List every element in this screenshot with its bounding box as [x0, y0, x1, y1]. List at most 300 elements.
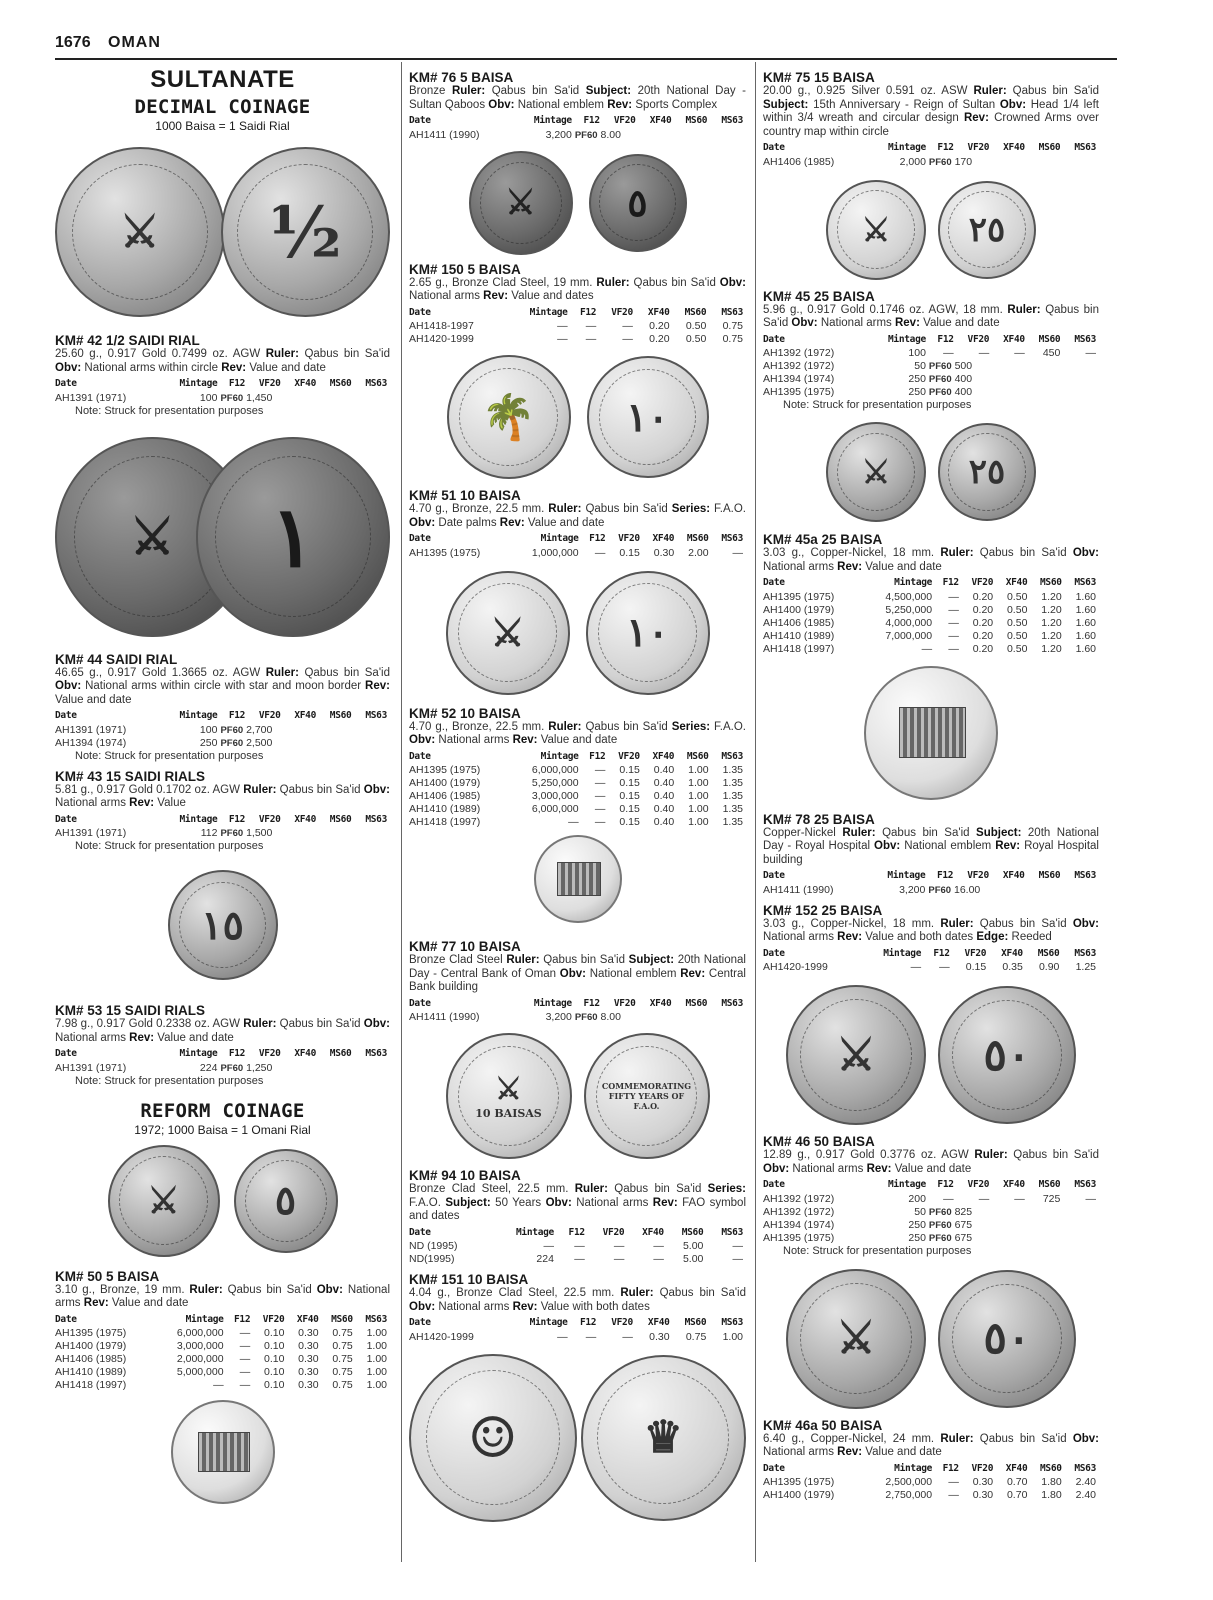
table-cell: AH1410 (1989): [409, 803, 481, 815]
table-cell: 0.20: [972, 603, 994, 616]
coin-obverse: [447, 355, 571, 479]
table-cell: 0.40: [653, 790, 675, 802]
table-cell: 5,000,000: [176, 1366, 224, 1378]
table-cell: —: [574, 1253, 585, 1265]
table-cell: —: [732, 1240, 743, 1252]
coin-obverse: [55, 147, 225, 317]
coin-reverse: [587, 356, 709, 478]
table-cell: 1.00: [366, 1379, 387, 1391]
coin-reverse: [586, 571, 710, 695]
emblem-icon: ⚔: [836, 1313, 876, 1364]
table-cell: —: [574, 1240, 585, 1252]
coin-image-km42: [55, 139, 390, 325]
table-row: [763, 1489, 1099, 1502]
mintage-table: Date Mintage F12 VF20 XF40 MS60 MS63 AH1411 (1990) 3,200 PF60 16.00: [763, 869, 1099, 897]
coin-obverse: [826, 180, 926, 280]
table-cell: AH1418 (1997): [763, 642, 835, 655]
table-row: AH1411 (1990) 3,200 PF60 8.00: [409, 128, 621, 141]
column-2: [409, 70, 746, 1524]
table-row: AH1391 (1971) 100 PF60 1,450: [55, 391, 273, 404]
entry-km45: KM# 45 25 BAISA 5.96 g., 0.917 Gold 0.1746 oz. AGW, 18 mm. Ruler: Qabus bin Sa'id Obv: National arms Rev: Value and date Date Mintage F12 VF20 XF40 MS60 MS63 AH1392 (1972) 100 — — — 450 — AH1392 (1972) 50 PF60 500 AH1394 (1974) 250 PF60 400 AH1395 (1975) 250 PF60 400 Note: Struck for presentation purposes: [763, 288, 1099, 411]
entry-title: KM# 77 10 BAISA: [409, 939, 521, 954]
table-cell: 1.00: [366, 1340, 387, 1352]
note: Note: Struck for presentation purposes: [75, 1074, 264, 1087]
table-cell: 1.20: [1041, 603, 1062, 616]
table-row: [409, 1240, 746, 1253]
entry-km46a: KM# 46a 50 BAISA 6.40 g., Copper-Nickel, 24 mm. Ruler: Qabus bin Sa'id Obv: National arms Rev: Value and date Date Mintage F12 VF20 XF40 MS60 MS63 AH1395 (1975) 2,500,000 — 0.30 0.70 1.80 2.40 AH1400 (1979) 2,750,000 — 0.30 0.70 1.80 2.40: [763, 1417, 1100, 1501]
coin-image-km43: [55, 865, 390, 985]
table-row: AH1411 (1990) 3,200 PF60 16.00: [763, 883, 981, 896]
table-row: AH1391 (1971) 112 PF60 1,500: [55, 827, 273, 839]
table-row: [409, 816, 746, 829]
table-cell: —: [239, 1327, 251, 1339]
table-cell: 0.30: [298, 1353, 319, 1365]
column-3: [763, 70, 1099, 1502]
coin-obverse: [786, 985, 926, 1125]
table-cell: —: [239, 1366, 251, 1378]
table-cell: 1.60: [1075, 616, 1096, 629]
table-cell: 0.90: [1038, 961, 1060, 973]
table-row: [763, 961, 1099, 974]
coin-obverse: [446, 571, 570, 695]
table-cell: 0.35: [1002, 961, 1023, 973]
table-cell: 0.30: [298, 1327, 319, 1339]
table-cell: 1.00: [722, 1330, 743, 1343]
emblem-icon: ⚔: [836, 1029, 876, 1081]
table-row: [409, 547, 746, 560]
decimal-ratio: 1000 Baisa = 1 Saidi Rial: [155, 119, 290, 133]
table-row: [409, 764, 746, 777]
emblem-icon: ⚔: [147, 1179, 180, 1222]
table-cell: 1.20: [1041, 642, 1062, 655]
table-cell: —: [594, 777, 606, 789]
entry-km44: KM# 44 SAIDI RIAL 46.65 g., 0.917 Gold 1.3665 oz. AGW Ruler: Qabus bin Sa'id Obv: National arms within circle with star and moon border Rev: Value and date Date Mintage F12 VF20 XF40 MS60 MS63 AH1391 (1971) 100 PF60 2,700 AH1394 (1974) 250 PF60 2,500 Note: Struck for presentation purposes: [55, 651, 390, 762]
table-cell: —: [239, 1353, 251, 1365]
table-cell: —: [622, 1330, 633, 1343]
table-cell: 0.30: [298, 1379, 319, 1391]
table-cell: 0.50: [1006, 590, 1028, 603]
entry-title: KM# 45 25 BAISA: [763, 288, 875, 304]
coin-reverse: [589, 154, 687, 252]
coin-reverse: [171, 1400, 275, 1504]
portrait-icon: ☺: [467, 1404, 518, 1471]
emblem-icon: ⚔: [490, 610, 525, 655]
table-cell: 0.70: [1006, 1476, 1028, 1488]
entry-title: KM# 45a 25 BAISA: [763, 532, 883, 547]
coin-reverse: [938, 1270, 1076, 1408]
coin-image-km76: [409, 150, 746, 256]
table-cell: 0.75: [332, 1327, 353, 1339]
coin-obverse: [786, 1269, 926, 1409]
coin-image-km45: [763, 179, 1099, 281]
table-cell: 4,000,000: [885, 616, 933, 629]
coin-obverse: [446, 1033, 572, 1159]
reform-ratio: 1972; 1000 Baisa = 1 Omani Rial: [134, 1122, 311, 1137]
palm-tree-icon: 🌴: [481, 392, 536, 443]
table-row: [409, 790, 746, 803]
entry-km50: KM# 50 5 BAISA 3.10 g., Bronze, 19 mm. Ruler: Qabus bin Sa'id Obv: National arms Rev: Value and date Date Mintage F12 VF20 XF40 MS60 MS63 AH1395 (1975) 6,000,000 — 0.10 0.30 0.75 1.00 AH1400 (1979) 3,000,000 — 0.10 0.30 0.75 1.00 AH1406 (1985) 2,000,000 — 0.10 0.30 0.75 1.00 AH1410 (1989) 5,000,000 — 0.10 0.30 0.75 1.00 AH1418 (1997) — — 0.10 0.30 0.75 1.00: [55, 1268, 391, 1391]
table-cell: 0.20: [972, 642, 994, 655]
coin-reverse: [581, 1355, 747, 1521]
table-cell: 224: [536, 1253, 554, 1265]
table-cell: —: [585, 320, 597, 332]
page-number: 1676: [55, 34, 91, 51]
table-cell: —: [653, 1253, 664, 1265]
table-cell: 0.20: [649, 333, 670, 345]
table-cell: 0.30: [972, 1476, 994, 1488]
table-cell: —: [594, 816, 606, 828]
table-cell: —: [585, 1330, 597, 1343]
table-cell: 1.00: [688, 777, 709, 789]
entry-title: KM# 78 25 BAISA: [763, 811, 875, 827]
table-row: AH1394 (1974) 250 PF60 400: [763, 373, 973, 385]
entry-title: KM# 46a 50 BAISA: [763, 1417, 883, 1433]
entry-km152: KM# 152 25 BAISA 3.03 g., Copper-Nickel, 18 mm. Ruler: Qabus bin Sa'id Obv: National arms Rev: Value and both dates Edge: Reeded Date Mintage F12 VF20 XF40 MS60 MS63 AH1420-1999 — — 0.15 0.35 0.90 1.25: [763, 902, 1100, 973]
mintage-table: Date Mintage F12 VF20 XF40 MS60 MS63 AH1391 (1971) 100 PF60 1,450: [55, 377, 390, 405]
entry-km151: KM# 151 10 BAISA 4.04 g., Bronze Clad Steel, 22.5 mm. Ruler: Qabus bin Sa'id Obv: National arms Rev: Value with both dates Date Mintage F12 VF20 XF40 MS60 MS63 AH1420-1999 — — — 0.30 0.75 1.00: [409, 1272, 746, 1343]
table-cell: —: [939, 961, 950, 973]
mintage-table: Date Mintage F12 VF20 XF40 MS60 MS63 AH1392 (1972) 200 — — — 725 — AH1392 (1972) 50 PF60 825 AH1394 (1974) 250 PF60 675 AH1395 (1975) 250 PF60 675: [763, 1178, 1099, 1245]
table-cell: —: [921, 642, 933, 655]
table-row: [55, 1340, 390, 1353]
section-title-decimal: DECIMAL COINAGE: [134, 96, 311, 118]
coin-reverse: [864, 666, 998, 800]
table-cell: 0.40: [653, 803, 675, 815]
mintage-table: Date Mintage F12 VF20 XF40 MS60 MS63 AH1395 (1975) 6,000,000 — 0.10 0.30 0.75 1.00 AH1400 (1979) 3,000,000 — 0.10 0.30 0.75 1.00 AH1406 (1985) 2,000,000 — 0.10 0.30 0.75 1.00 AH1410 (1989) 5,000,000 — 0.10 0.30 0.75 1.00 AH1418 (1997) — — 0.10 0.30 0.75 1.00: [55, 1313, 390, 1393]
coin-image-km45-2: [763, 420, 1099, 524]
mintage-table: Date Mintage F12 VF20 XF40 MS60 MS63 AH1418-1997 — — — 0.20 0.50 0.75 AH1420-1999 — — — 0.20 0.50 0.75: [409, 306, 746, 347]
table-cell: 5.00: [682, 1253, 704, 1265]
table-cell: —: [613, 1253, 625, 1265]
entry-km45a: KM# 45a 25 BAISA 3.03 g., Copper-Nickel, 18 mm. Ruler: Qabus bin Sa'id Obv: National arms Rev: Value and date Date Mintage F12 VF20 XF40 MS60 MS63 AH1395 (1975) 4,500,000 — 0.20 0.50 1.20 1.60 AH1400 (1979) 5,250,000 — 0.20 0.50 1.20 1.60 AH1406 (1985) 4,000,000 — 0.20 0.50 1.20 1.60 AH1410 (1989) 7,000,000 — 0.20 0.50 1.20 1.60 AH1418 (1997) — — 0.20 0.50 1.20 1.60: [763, 532, 1100, 655]
table-row: AH1392 (1972) 50 PF60 500: [763, 360, 973, 372]
column-divider: [401, 62, 402, 1562]
mintage-table: Date Mintage F12 VF20 XF40 MS60 MS63 AH1391 (1971) 224 PF60 1,250: [55, 1047, 390, 1075]
coin-value-glyph: ٥٠: [983, 1313, 1031, 1364]
table-cell: 1.35: [722, 764, 743, 776]
entry-title: KM# 151 10 BAISA: [409, 1272, 529, 1287]
coin-value-glyph: ½: [268, 190, 342, 274]
table-cell: 4,500,000: [885, 590, 933, 603]
table-cell: 0.15: [619, 546, 640, 559]
table-row: AH1394 (1974) 250 PF60 675: [763, 1218, 973, 1231]
entry-title: KM# 52 10 BAISA: [409, 705, 521, 721]
table-row: AH1392 (1972) 200 — — — 725 —: [763, 1192, 1096, 1205]
table-cell: AH1395 (1975): [763, 1476, 835, 1488]
mintage-table: Date Mintage F12 VF20 XF40 MS60 MS63 AH1392 (1972) 100 — — — 450 — AH1392 (1972) 50 PF60 500 AH1394 (1974) 250 PF60 400 AH1395 (1975) 250 PF60 400: [763, 333, 1099, 400]
coin-value-text: 10 BAISAS: [475, 1107, 542, 1120]
table-cell: 1.00: [688, 816, 709, 828]
table-row: AH1411 (1990) 3,200 PF60 8.00: [409, 1011, 621, 1023]
table-cell: —: [239, 1379, 251, 1391]
note: Note: Struck for presentation purposes: [783, 399, 972, 411]
coin-image-km51: [409, 354, 746, 480]
mintage-table: Date Mintage F12 VF20 XF40 MS60 MS63 AH1411 (1990) 3,200 PF60 8.00: [409, 114, 746, 142]
table-cell: 0.20: [972, 590, 994, 603]
table-cell: —: [653, 1240, 664, 1252]
mintage-table: Date Mintage F12 VF20 XF40 MS60 MS63 AH1395 (1975) 6,000,000 — 0.15 0.40 1.00 1.35 AH1400 (1979) 5,250,000 — 0.15 0.40 1.00 1.35 AH1406 (1985) 3,000,000 — 0.15 0.40 1.00 1.35 AH1410 (1989) 6,000,000 — 0.15 0.40 1.00 1.35 AH1418 (1997) — — 0.15 0.40 1.00 1.35: [409, 750, 746, 830]
table-cell: 1.00: [688, 803, 709, 815]
table-row: [763, 591, 1099, 604]
table-row: [409, 320, 746, 333]
table-cell: —: [585, 333, 597, 345]
table-cell: 2.40: [1075, 1489, 1096, 1501]
table-cell: —: [622, 320, 633, 332]
coin-image-km78: [763, 666, 1099, 806]
coin-value-glyph: ٥٠: [983, 1029, 1031, 1081]
table-cell: 1.80: [1041, 1476, 1062, 1488]
note: Note: Struck for presentation purposes: [783, 1244, 972, 1257]
table-cell: —: [613, 1240, 625, 1252]
table-cell: 1.20: [1041, 590, 1062, 603]
mintage-table: Date Mintage F12 VF20 XF40 MS60 MS63 AH1411 (1990) 3,200 PF60 8.00: [409, 997, 746, 1025]
table-row: [409, 333, 746, 346]
coin-reverse: [234, 1149, 338, 1253]
table-cell: 1.60: [1075, 590, 1096, 603]
table-cell: 1.00: [366, 1353, 387, 1365]
table-row: [409, 803, 746, 816]
coin-image-km46: [763, 1268, 1099, 1410]
table-cell: 1.00: [688, 764, 709, 776]
table-cell: 0.75: [332, 1353, 353, 1365]
table-row: [763, 643, 1099, 656]
coin-reverse: [584, 1033, 710, 1159]
table-row: AH1395 (1975) 250 PF60 675: [763, 1231, 973, 1244]
table-cell: 1.35: [722, 777, 743, 789]
table-cell: 0.50: [685, 320, 707, 332]
table-cell: AH1400 (1979): [409, 777, 481, 789]
coin-obverse: [826, 422, 926, 522]
coin-reverse: [221, 147, 391, 317]
column-1: [55, 66, 390, 1504]
entry-km46: KM# 46 50 BAISA 12.89 g., 0.917 Gold 0.3776 oz. AGW Ruler: Qabus bin Sa'id Obv: National arms Rev: Value and date Date Mintage F12 VF20 XF40 MS60 MS63 AH1392 (1972) 200 — — — 725 — AH1392 (1972) 50 PF60 825 AH1394 (1974) 250 PF60 675 AH1395 (1975) 250 PF60 675 Note: Struck for presentation purposes: [763, 1134, 1100, 1257]
table-cell: —: [732, 1253, 743, 1265]
coin-value-glyph: ١: [270, 487, 316, 586]
table-row: [763, 604, 1099, 617]
coin-value-glyph: ١٥: [201, 901, 244, 949]
entry-km43: KM# 43 15 SAIDI RIALS 5.81 g., 0.917 Gold 0.1702 oz. AGW Ruler: Qabus bin Sa'id Obv: National arms Rev: Value Date Mintage F12 VF20 XF40 MS60 MS63 AH1391 (1971) 112 PF60 1,500 Note: Struck for presentation purposes: [55, 768, 390, 852]
table-row: AH1395 (1975) 250 PF60 400: [763, 386, 973, 398]
table-cell: 6,000,000: [531, 803, 579, 815]
table-row: [763, 1476, 1099, 1489]
entry-title: KM# 42 1/2 SAIDI RIAL: [55, 333, 200, 348]
coin-reverse: [938, 986, 1076, 1124]
table-cell: —: [557, 320, 568, 332]
coin-obverse: [409, 1354, 577, 1522]
table-cell: —: [239, 1340, 251, 1352]
table-cell: —: [594, 790, 606, 802]
table-cell: —: [557, 333, 568, 345]
table-row: AH1392 (1972) 100 — — — 450 —: [763, 347, 1096, 359]
table-cell: AH1420-1999: [763, 961, 828, 973]
table-cell: 0.70: [1006, 1489, 1028, 1501]
table-cell: 2.00: [688, 546, 709, 559]
entry-title: KM# 152 25 BAISA: [763, 902, 883, 918]
mintage-table: Date Mintage F12 VF20 XF40 MS60 MS63 AH1420-1999 — — 0.15 0.35 0.90 1.25: [763, 947, 1099, 975]
mintage-table: Date Mintage F12 VF20 XF40 MS60 MS63 AH1391 (1971) 100 PF60 2,700 AH1394 (1974) 250 PF60 2,500: [55, 709, 390, 750]
table-cell: AH1400 (1979): [763, 603, 835, 616]
table-cell: 1.00: [366, 1366, 387, 1378]
entry-title: KM# 50 5 BAISA: [55, 1268, 160, 1284]
table-cell: —: [910, 961, 922, 973]
entry-km42: KM# 42 1/2 SAIDI RIAL 25.60 g., 0.917 Gold 0.7499 oz. AGW Ruler: Qabus bin Sa'id Obv: National arms within circle Rev: Value and date Date Mintage F12 VF20 XF40 MS60 MS63 AH1391 (1971) 100 PF60 1,450 Note: Struck for presentation purposes: [55, 333, 390, 417]
table-cell: 0.50: [1006, 629, 1028, 642]
table-cell: AH1406 (1985): [55, 1353, 127, 1365]
coin-value-glyph: ٥: [274, 1177, 297, 1224]
entry-title: KM# 44 SAIDI RIAL: [55, 651, 178, 667]
table-cell: AH1395 (1975): [763, 590, 835, 603]
table-cell: 0.40: [653, 777, 675, 789]
mintage-table: Date Mintage F12 VF20 XF40 MS60 MS63 AH1395 (1975) 2,500,000 — 0.30 0.70 1.80 2.40 AH1400 (1979) 2,750,000 — 0.30 0.70 1.80 2.40: [763, 1462, 1099, 1503]
table-cell: 5.00: [682, 1240, 704, 1252]
table-row: AH1391 (1971) 100 PF60 2,700: [55, 723, 273, 736]
table-cell: 0.75: [332, 1379, 353, 1391]
table-cell: 0.40: [653, 816, 675, 828]
table-cell: 0.20: [649, 320, 670, 332]
table-cell: AH1410 (1989): [55, 1366, 127, 1378]
table-cell: AH1395 (1975): [409, 546, 481, 559]
table-cell: 0.50: [1006, 616, 1028, 629]
table-cell: 2,750,000: [885, 1489, 933, 1501]
table-cell: 0.30: [972, 1489, 994, 1501]
entry-title: KM# 46 50 BAISA: [763, 1134, 875, 1149]
table-cell: 0.75: [722, 333, 743, 345]
note: Note: Struck for presentation purposes: [75, 404, 264, 417]
crown-icon: ♛: [643, 1412, 683, 1463]
fao-legend: COMMEMORATING FIFTY YEARS OF F.A.O.: [601, 1081, 692, 1111]
table-cell: 0.30: [649, 1330, 670, 1343]
table-cell: 6,000,000: [531, 764, 579, 776]
table-row: AH1406 (1985) 2,000 PF60 170: [763, 155, 973, 168]
table-cell: —: [948, 642, 959, 655]
coin-value-glyph: ١٠: [626, 393, 669, 441]
table-cell: AH1395 (1975): [409, 764, 481, 776]
table-cell: 0.10: [263, 1353, 285, 1365]
table-cell: 1.35: [722, 816, 743, 828]
table-cell: 0.50: [685, 333, 707, 345]
table-cell: AH1418-1997: [409, 320, 474, 332]
coin-image-km50: [55, 1141, 390, 1261]
table-cell: 0.40: [653, 764, 675, 776]
emblem-icon: ⚔: [861, 210, 891, 249]
table-cell: 6,000,000: [176, 1327, 224, 1339]
column-divider: [755, 62, 756, 1562]
table-row: [409, 1253, 746, 1266]
coin-value-glyph: ٢٥: [968, 209, 1006, 250]
table-row: [409, 1331, 746, 1344]
entry-title: KM# 76 5 BAISA: [409, 70, 514, 85]
table-row: [55, 1366, 390, 1379]
table-cell: 1.60: [1075, 629, 1096, 642]
coin-reverse: [938, 181, 1036, 279]
page-header: [55, 34, 1117, 60]
entry-title: KM# 150 5 BAISA: [409, 261, 521, 277]
table-cell: 0.75: [332, 1340, 353, 1352]
table-cell: 5,250,000: [885, 603, 933, 616]
coin-image-km94: [409, 1032, 746, 1160]
table-cell: —: [594, 764, 606, 776]
table-cell: AH1420-1999: [409, 333, 474, 345]
note: Note: Struck for presentation purposes: [75, 749, 264, 762]
emblem-icon: ⚔: [129, 507, 175, 566]
table-cell: 1.80: [1041, 1489, 1062, 1501]
table-row: [55, 1379, 390, 1392]
entry-km52: KM# 52 10 BAISA 4.70 g., Bronze, 22.5 mm. Ruler: Qabus bin Sa'id Series: F.A.O. Obv: National arms Rev: Value and date Date Mintage F12 VF20 XF40 MS60 MS63 AH1395 (1975) 6,000,000 — 0.15 0.40 1.00 1.35 AH1400 (1979) 5,250,000 — 0.15 0.40 1.00 1.35 AH1406 (1985) 3,000,000 — 0.15 0.40 1.00 1.35 AH1410 (1989) 6,000,000 — 0.15 0.40 1.00 1.35 AH1418 (1997) — — 0.15 0.40 1.00 1.35: [409, 705, 746, 828]
entry-km76: KM# 76 5 BAISA Bronze Ruler: Qabus bin Sa'id Subject: 20th National Day - Sultan Qaboos Obv: National emblem Rev: Sports Complex Date Mintage F12 VF20 XF40 MS60 MS63 AH1411 (1990) 3,200 PF60 8.00: [409, 70, 746, 141]
table-row: AH1391 (1971) 224 PF60 1,250: [55, 1061, 273, 1074]
entry-title: KM# 53 15 SAIDI RIALS: [55, 1003, 206, 1018]
table-cell: 0.15: [619, 816, 640, 828]
table-cell: ND (1995): [409, 1240, 458, 1252]
coin-value-glyph: ٢٥: [968, 452, 1006, 492]
table-cell: AH1406 (1985): [763, 616, 835, 629]
coin-obverse: [108, 1145, 220, 1257]
table-cell: 1.35: [722, 790, 743, 802]
table-cell: —: [622, 333, 633, 345]
table-cell: 0.30: [653, 546, 675, 559]
entry-km75: KM# 75 15 BAISA 20.00 g., 0.925 Silver 0.591 oz. ASW Ruler: Qabus bin Sa'id Subject: 15th Anniversary - Reign of Sultan Obv: Head 1/4 left within 3/4 wreath and circular design Rev: Crowned Arms over country map within circle Date Mintage F12 VF20 XF40 MS60 MS63 AH1406 (1985) 2,000 PF60 170: [763, 70, 1099, 168]
table-cell: 3,000,000: [176, 1340, 224, 1352]
table-row: [55, 1353, 390, 1366]
table-cell: 0.30: [298, 1366, 319, 1378]
table-cell: 0.10: [263, 1379, 285, 1391]
coin-reverse: [196, 437, 391, 637]
table-cell: —: [594, 546, 606, 559]
table-cell: 1.60: [1075, 603, 1096, 616]
table-cell: 7,000,000: [885, 629, 933, 642]
table-cell: —: [948, 1489, 959, 1501]
coin-image-km151: [409, 1352, 746, 1524]
table-cell: 1.60: [1075, 642, 1096, 655]
entry-km94: KM# 94 10 BAISA Bronze Clad Steel, 22.5 mm. Ruler: Qabus bin Sa'id Series: F.A.O. Subject: 50 Years Obv: National arms Rev: FAO symbol and dates Date Mintage F12 VF20 XF40 MS60 MS63 ND (1995) — — — — 5.00 — ND(1995) 224 — — — 5.00 —: [409, 1168, 747, 1265]
table-cell: AH1420-1999: [409, 1330, 474, 1343]
table-cell: —: [543, 1240, 554, 1252]
table-row: AH1392 (1972) 50 PF60 825: [763, 1205, 973, 1218]
entry-title: KM# 51 10 BAISA: [409, 488, 521, 503]
table-cell: 0.15: [619, 803, 640, 815]
mintage-table: Date Mintage F12 VF20 XF40 MS60 MS63 AH1406 (1985) 2,000 PF60 170: [763, 141, 1099, 169]
emblem-icon: ⚔: [495, 1072, 522, 1107]
table-cell: 1.25: [1075, 961, 1096, 973]
table-cell: 0.75: [685, 1330, 707, 1343]
table-cell: 2,500,000: [885, 1476, 933, 1488]
table-cell: 0.15: [619, 764, 640, 776]
country-title: OMAN: [108, 34, 161, 51]
hospital-building-icon: [899, 707, 966, 758]
table-row: [409, 777, 746, 790]
table-cell: 1.00: [688, 790, 709, 802]
coin-image-km152: [763, 984, 1099, 1126]
table-cell: 0.15: [965, 961, 987, 973]
entry-title: KM# 75 15 BAISA: [763, 70, 875, 85]
coin-image-km50-medal: [55, 1400, 390, 1504]
table-cell: AH1400 (1979): [763, 1489, 835, 1501]
mintage-table: Date Mintage F12 VF20 XF40 MS60 MS63 ND (1995) — — — — 5.00 — ND(1995) 224 — — — 5.00 —: [409, 1226, 746, 1267]
table-cell: 0.15: [619, 777, 640, 789]
table-cell: 1.20: [1041, 629, 1062, 642]
table-cell: AH1400 (1979): [55, 1340, 127, 1352]
entry-km51: KM# 51 10 BAISA 4.70 g., Bronze, 22.5 mm. Ruler: Qabus bin Sa'id Series: F.A.O. Obv: Date palms Rev: Value and date Date Mintage F12 VF20 XF40 MS60 MS63 AH1395 (1975) 1,000,000 — 0.15 0.30 2.00 —: [409, 488, 746, 559]
table-row: [763, 617, 1099, 630]
table-cell: 0.20: [972, 629, 994, 642]
emblem-icon: ⚔: [861, 453, 891, 491]
stadium-icon: [198, 1432, 250, 1472]
table-cell: AH1418 (1997): [409, 816, 481, 828]
coin-image-km52: [409, 568, 746, 698]
table-cell: 0.15: [619, 790, 640, 802]
table-cell: 1.20: [1041, 616, 1062, 629]
table-cell: AH1395 (1975): [55, 1327, 127, 1339]
